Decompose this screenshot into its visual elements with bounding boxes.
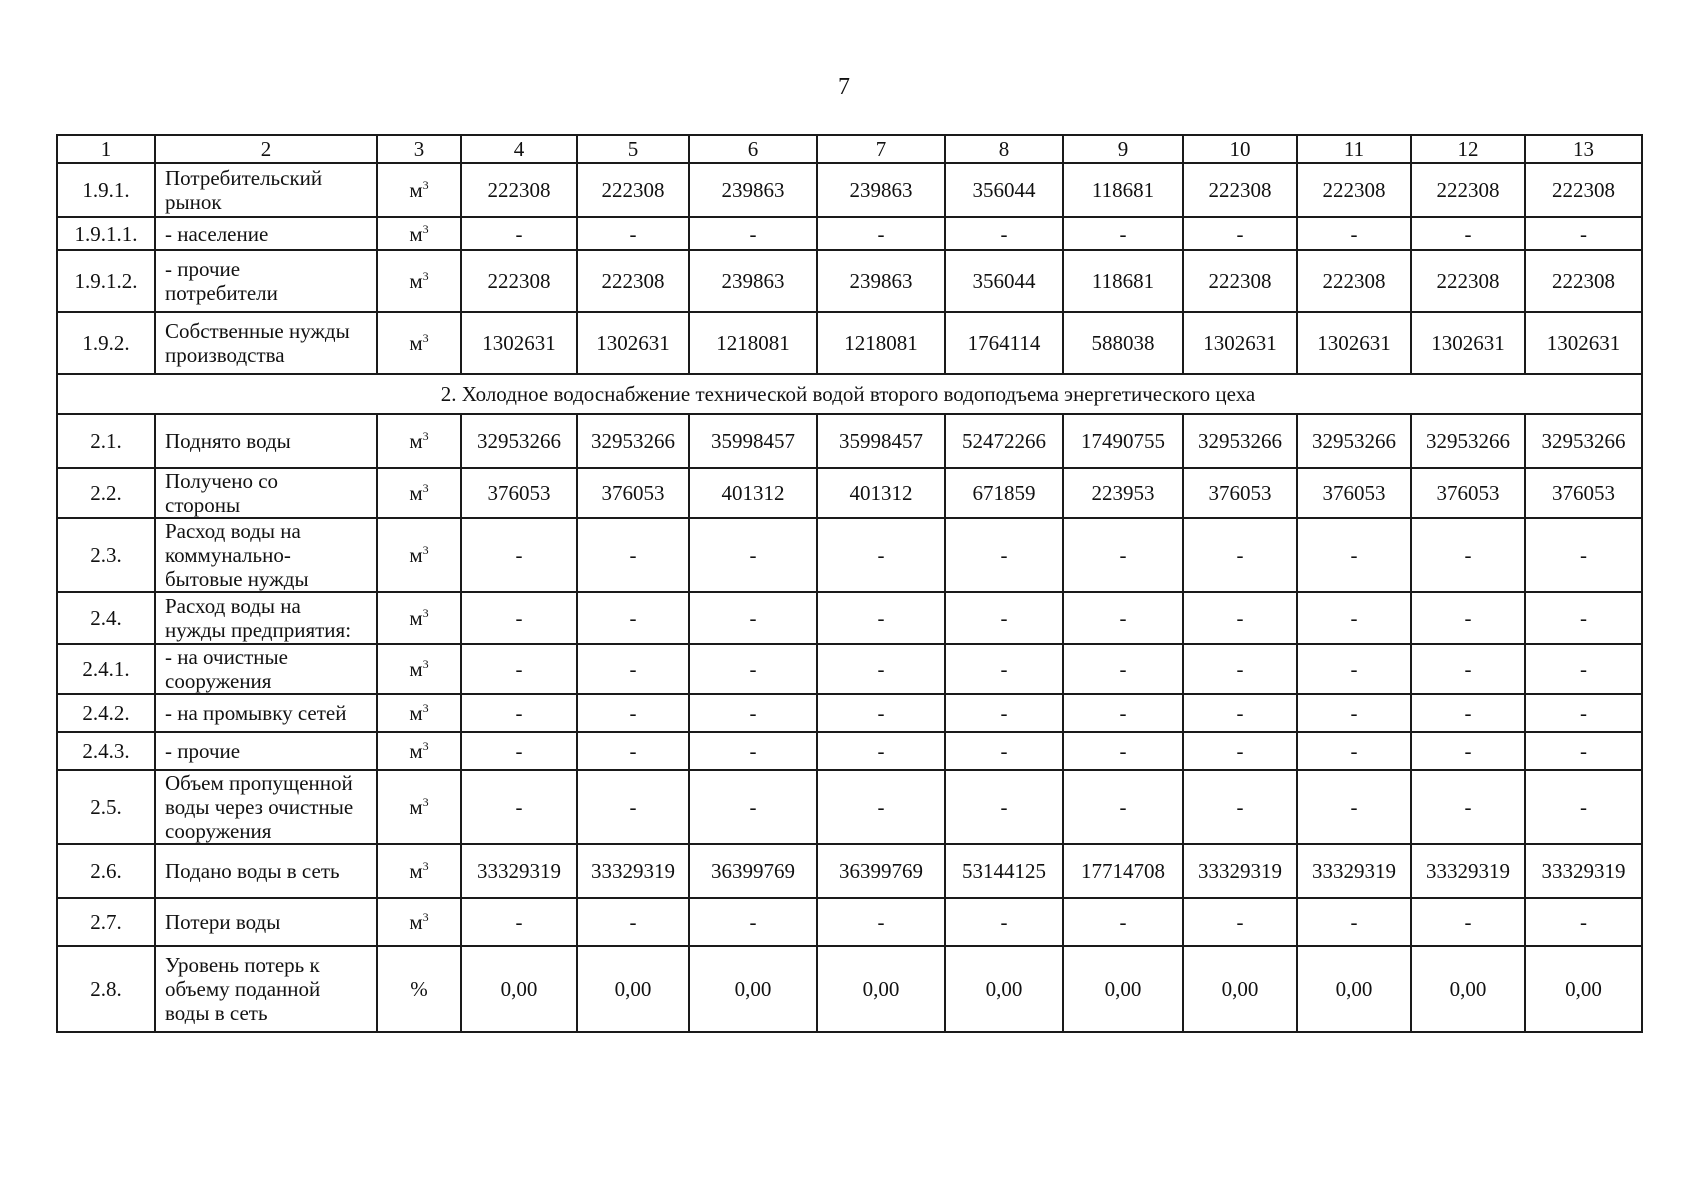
- value-cell: -: [1183, 770, 1297, 844]
- row-name-line: рынок: [165, 190, 222, 214]
- table-row: [57, 518, 1642, 592]
- column-number: 13: [1525, 135, 1642, 163]
- value-cell: 0,00: [1525, 946, 1642, 1032]
- value-cell: -: [577, 644, 689, 694]
- row-number: 2.4.2.: [57, 694, 155, 732]
- row-name-line: Расход воды на: [165, 594, 301, 618]
- row-number: 2.5.: [57, 770, 155, 844]
- unit-cell: [377, 770, 461, 844]
- value-cell: -: [577, 898, 689, 946]
- table-row: [57, 250, 1642, 312]
- row-name: [155, 592, 377, 644]
- table-row: [57, 946, 1642, 1032]
- unit-cell: [377, 844, 461, 898]
- unit: м: [409, 859, 423, 883]
- column-number: 9: [1063, 135, 1183, 163]
- unit-cell: [377, 518, 461, 592]
- unit: м: [409, 701, 423, 725]
- value-cell: 33329319: [1411, 844, 1525, 898]
- unit-cell: [377, 898, 461, 946]
- unit-cell: [377, 732, 461, 770]
- column-number: 12: [1411, 135, 1525, 163]
- table-row: [57, 312, 1642, 374]
- value-cell: 32953266: [1411, 414, 1525, 468]
- value-cell: -: [1183, 898, 1297, 946]
- value-cell: -: [1525, 518, 1642, 592]
- value-cell: 36399769: [817, 844, 945, 898]
- row-name-line: производства: [165, 343, 285, 367]
- row-name-line: объему поданной: [165, 977, 321, 1001]
- column-number: 8: [945, 135, 1063, 163]
- value-cell: 376053: [1183, 468, 1297, 518]
- value-cell: 376053: [1297, 468, 1411, 518]
- value-cell: 671859: [945, 468, 1063, 518]
- value-cell: 239863: [817, 250, 945, 312]
- value-cell: -: [945, 217, 1063, 250]
- row-name-line: Потери воды: [165, 910, 281, 934]
- row-number: 2.8.: [57, 946, 155, 1032]
- value-cell: -: [1063, 217, 1183, 250]
- unit-superscript: 3: [422, 178, 429, 192]
- row-name-line: коммунально-: [165, 543, 291, 567]
- table-row: [57, 844, 1642, 898]
- value-cell: -: [1063, 644, 1183, 694]
- value-cell: -: [577, 694, 689, 732]
- value-cell: -: [1297, 732, 1411, 770]
- value-cell: -: [1297, 898, 1411, 946]
- value-cell: 376053: [1525, 468, 1642, 518]
- value-cell: -: [1411, 770, 1525, 844]
- value-cell: -: [577, 518, 689, 592]
- value-cell: 0,00: [1297, 946, 1411, 1032]
- value-cell: 222308: [1297, 250, 1411, 312]
- value-cell: -: [689, 770, 817, 844]
- value-cell: -: [817, 592, 945, 644]
- unit-cell: [377, 592, 461, 644]
- value-cell: -: [461, 898, 577, 946]
- value-cell: 33329319: [577, 844, 689, 898]
- value-cell: 35998457: [817, 414, 945, 468]
- unit-cell: [377, 217, 461, 250]
- value-cell: 17714708: [1063, 844, 1183, 898]
- row-name: [155, 644, 377, 694]
- value-cell: 222308: [461, 250, 577, 312]
- table-row: [57, 732, 1642, 770]
- section-header-row: [57, 374, 1642, 414]
- row-name-line: Получено со: [165, 469, 279, 493]
- unit: м: [409, 178, 423, 202]
- value-cell: -: [1063, 518, 1183, 592]
- value-cell: 0,00: [461, 946, 577, 1032]
- value-cell: -: [461, 518, 577, 592]
- unit: м: [409, 429, 423, 453]
- value-cell: -: [1525, 770, 1642, 844]
- row-number: 2.7.: [57, 898, 155, 946]
- value-cell: 356044: [945, 250, 1063, 312]
- value-cell: -: [1411, 694, 1525, 732]
- value-cell: 401312: [689, 468, 817, 518]
- value-cell: 1764114: [945, 312, 1063, 374]
- value-cell: 222308: [461, 163, 577, 217]
- unit-superscript: 3: [422, 331, 429, 345]
- row-number: 2.3.: [57, 518, 155, 592]
- column-number: 10: [1183, 135, 1297, 163]
- row-name: [155, 946, 377, 1032]
- value-cell: -: [461, 217, 577, 250]
- table-row: [57, 163, 1642, 217]
- value-cell: -: [945, 732, 1063, 770]
- row-name: [155, 217, 377, 250]
- table-body: [57, 135, 1642, 1032]
- row-name: [155, 770, 377, 844]
- value-cell: -: [577, 592, 689, 644]
- column-number: 3: [377, 135, 461, 163]
- unit-superscript: 3: [422, 657, 429, 671]
- unit-superscript: 3: [422, 481, 429, 495]
- unit-superscript: 3: [422, 739, 429, 753]
- value-cell: -: [577, 770, 689, 844]
- value-cell: -: [817, 898, 945, 946]
- value-cell: 1302631: [1525, 312, 1642, 374]
- row-name-line: - прочие: [165, 739, 241, 763]
- value-cell: -: [1297, 644, 1411, 694]
- row-name-line: воды в сеть: [165, 1001, 268, 1025]
- value-cell: 0,00: [1411, 946, 1525, 1032]
- value-cell: 33329319: [1525, 844, 1642, 898]
- value-cell: 376053: [1411, 468, 1525, 518]
- unit-superscript: 3: [422, 910, 429, 924]
- value-cell: 588038: [1063, 312, 1183, 374]
- row-number: 2.4.: [57, 592, 155, 644]
- row-name-line: - прочие: [165, 257, 241, 281]
- value-cell: 222308: [577, 163, 689, 217]
- value-cell: 0,00: [1063, 946, 1183, 1032]
- row-number: 2.2.: [57, 468, 155, 518]
- table-row: [57, 217, 1642, 250]
- row-name-line: Подано воды в сеть: [165, 859, 340, 883]
- row-name-line: Потребительский: [165, 166, 323, 190]
- value-cell: 32953266: [1183, 414, 1297, 468]
- row-name-line: - население: [165, 221, 269, 246]
- table-row: [57, 414, 1642, 468]
- unit: м: [409, 795, 423, 819]
- value-cell: 1218081: [689, 312, 817, 374]
- unit: м: [409, 657, 423, 681]
- value-cell: 33329319: [461, 844, 577, 898]
- unit-superscript: 3: [422, 606, 429, 620]
- column-number: 6: [689, 135, 817, 163]
- value-cell: -: [1297, 217, 1411, 250]
- row-name-line: Расход воды на: [165, 519, 301, 543]
- value-cell: -: [1063, 592, 1183, 644]
- value-cell: 0,00: [577, 946, 689, 1032]
- value-cell: 33329319: [1183, 844, 1297, 898]
- row-name-line: Поднято воды: [165, 429, 291, 453]
- unit-cell: [377, 163, 461, 217]
- unit-superscript: 3: [422, 429, 429, 443]
- value-cell: -: [689, 898, 817, 946]
- unit: м: [409, 910, 423, 934]
- value-cell: -: [1183, 217, 1297, 250]
- row-name-line: нужды предприятия:: [165, 618, 352, 642]
- value-cell: -: [461, 694, 577, 732]
- value-cell: 222308: [1183, 163, 1297, 217]
- unit: м: [409, 739, 423, 763]
- value-cell: -: [817, 732, 945, 770]
- value-cell: 222308: [1183, 250, 1297, 312]
- value-cell: -: [689, 644, 817, 694]
- value-cell: -: [689, 518, 817, 592]
- unit-superscript: 3: [422, 795, 429, 809]
- value-cell: -: [689, 694, 817, 732]
- value-cell: -: [1525, 898, 1642, 946]
- value-cell: -: [1297, 694, 1411, 732]
- row-name: [155, 518, 377, 592]
- value-cell: 222308: [1411, 163, 1525, 217]
- row-name-line: Уровень потерь к: [165, 953, 320, 977]
- value-cell: 36399769: [689, 844, 817, 898]
- unit-superscript: 3: [422, 543, 429, 557]
- value-cell: 356044: [945, 163, 1063, 217]
- value-cell: 32953266: [461, 414, 577, 468]
- unit-superscript: 3: [422, 269, 429, 283]
- value-cell: -: [689, 592, 817, 644]
- row-name-line: - на очистные: [165, 645, 288, 669]
- value-cell: -: [1063, 732, 1183, 770]
- value-cell: -: [1063, 694, 1183, 732]
- value-cell: 222308: [1525, 250, 1642, 312]
- value-cell: -: [1411, 644, 1525, 694]
- row-name: [155, 468, 377, 518]
- value-cell: 52472266: [945, 414, 1063, 468]
- value-cell: 32953266: [1525, 414, 1642, 468]
- value-cell: 222308: [1525, 163, 1642, 217]
- value-cell: 0,00: [1183, 946, 1297, 1032]
- value-cell: 53144125: [945, 844, 1063, 898]
- value-cell: -: [461, 644, 577, 694]
- table-row: [57, 468, 1642, 518]
- value-cell: 376053: [577, 468, 689, 518]
- column-number: 2: [155, 135, 377, 163]
- value-cell: -: [577, 732, 689, 770]
- table-row: [57, 770, 1642, 844]
- value-cell: 401312: [817, 468, 945, 518]
- row-number: 2.6.: [57, 844, 155, 898]
- unit: м: [409, 221, 423, 246]
- value-cell: 33329319: [1297, 844, 1411, 898]
- row-number: 1.9.1.1.: [57, 217, 155, 250]
- value-cell: -: [945, 898, 1063, 946]
- row-name: [155, 414, 377, 468]
- value-cell: 223953: [1063, 468, 1183, 518]
- value-cell: 1302631: [1297, 312, 1411, 374]
- row-number: 1.9.1.2.: [57, 250, 155, 312]
- unit-cell: [377, 312, 461, 374]
- value-cell: -: [817, 217, 945, 250]
- value-cell: 118681: [1063, 163, 1183, 217]
- table-row: [57, 644, 1642, 694]
- value-cell: -: [817, 518, 945, 592]
- table-row: [57, 592, 1642, 644]
- unit-cell: [377, 468, 461, 518]
- value-cell: -: [1183, 694, 1297, 732]
- value-cell: -: [945, 770, 1063, 844]
- value-cell: 0,00: [817, 946, 945, 1032]
- value-cell: -: [945, 518, 1063, 592]
- unit-cell: [377, 250, 461, 312]
- value-cell: 1218081: [817, 312, 945, 374]
- column-number: 11: [1297, 135, 1411, 163]
- row-name: [155, 250, 377, 312]
- row-name-line: - на промывку сетей: [165, 701, 347, 725]
- unit-superscript: 3: [422, 859, 429, 873]
- table-row: [57, 694, 1642, 732]
- value-cell: -: [689, 217, 817, 250]
- value-cell: 239863: [689, 250, 817, 312]
- unit-cell: [377, 694, 461, 732]
- unit-cell: [377, 644, 461, 694]
- value-cell: -: [1297, 518, 1411, 592]
- value-cell: -: [1525, 732, 1642, 770]
- row-number: 2.1.: [57, 414, 155, 468]
- value-cell: -: [1297, 592, 1411, 644]
- row-number: 1.9.1.: [57, 163, 155, 217]
- value-cell: 376053: [461, 468, 577, 518]
- value-cell: -: [817, 644, 945, 694]
- value-cell: -: [1063, 770, 1183, 844]
- value-cell: -: [1411, 518, 1525, 592]
- value-cell: 118681: [1063, 250, 1183, 312]
- value-cell: 32953266: [577, 414, 689, 468]
- value-cell: -: [817, 770, 945, 844]
- row-name-line: бытовые нужды: [165, 567, 309, 591]
- row-name: [155, 898, 377, 946]
- column-number-row: [57, 135, 1642, 163]
- value-cell: 1302631: [1411, 312, 1525, 374]
- row-name: [155, 844, 377, 898]
- value-cell: -: [945, 644, 1063, 694]
- value-cell: -: [1297, 770, 1411, 844]
- value-cell: -: [1525, 592, 1642, 644]
- value-cell: 1302631: [577, 312, 689, 374]
- row-name-line: сооружения: [165, 819, 272, 843]
- value-cell: 35998457: [689, 414, 817, 468]
- unit-cell: [377, 414, 461, 468]
- value-cell: -: [461, 770, 577, 844]
- row-name: [155, 732, 377, 770]
- value-cell: 17490755: [1063, 414, 1183, 468]
- row-name: [155, 694, 377, 732]
- value-cell: 0,00: [945, 946, 1063, 1032]
- value-cell: -: [1525, 694, 1642, 732]
- unit: м: [409, 543, 423, 567]
- value-cell: -: [817, 694, 945, 732]
- row-name-line: воды через очистные: [165, 795, 354, 819]
- value-cell: -: [577, 217, 689, 250]
- unit-superscript: 3: [422, 701, 429, 715]
- value-cell: 222308: [1297, 163, 1411, 217]
- unit: м: [409, 606, 423, 630]
- page-number: 7: [838, 74, 850, 100]
- value-cell: 239863: [817, 163, 945, 217]
- value-cell: -: [945, 592, 1063, 644]
- value-cell: -: [1183, 592, 1297, 644]
- row-number: 2.4.1.: [57, 644, 155, 694]
- row-number: 2.4.3.: [57, 732, 155, 770]
- table-row: [57, 898, 1642, 946]
- value-cell: 239863: [689, 163, 817, 217]
- row-name-line: сооружения: [165, 669, 272, 693]
- value-cell: 1302631: [461, 312, 577, 374]
- row-name-line: потребители: [165, 281, 278, 305]
- row-name: [155, 312, 377, 374]
- data-table: [56, 134, 1643, 1033]
- value-cell: 32953266: [1297, 414, 1411, 468]
- row-name-line: Собственные нужды: [165, 319, 350, 343]
- value-cell: -: [1525, 644, 1642, 694]
- row-name-line: Объем пропущенной: [165, 771, 353, 795]
- value-cell: -: [1183, 518, 1297, 592]
- value-cell: -: [461, 592, 577, 644]
- column-number: 7: [817, 135, 945, 163]
- value-cell: -: [1411, 732, 1525, 770]
- unit-cell: [377, 946, 461, 1032]
- row-name-line: стороны: [165, 493, 241, 517]
- value-cell: -: [1411, 217, 1525, 250]
- value-cell: -: [1525, 217, 1642, 250]
- value-cell: -: [1183, 644, 1297, 694]
- column-number: 1: [57, 135, 155, 163]
- value-cell: -: [1411, 898, 1525, 946]
- value-cell: -: [461, 732, 577, 770]
- unit: м: [409, 269, 423, 293]
- unit: м: [409, 331, 423, 355]
- row-number: 1.9.2.: [57, 312, 155, 374]
- value-cell: -: [1063, 898, 1183, 946]
- value-cell: 222308: [1411, 250, 1525, 312]
- unit-superscript: 3: [422, 221, 429, 236]
- unit: %: [410, 977, 428, 1001]
- value-cell: -: [1183, 732, 1297, 770]
- value-cell: 222308: [577, 250, 689, 312]
- column-number: 5: [577, 135, 689, 163]
- value-cell: 0,00: [689, 946, 817, 1032]
- value-cell: -: [945, 694, 1063, 732]
- value-cell: 1302631: [1183, 312, 1297, 374]
- column-number: 4: [461, 135, 577, 163]
- value-cell: -: [689, 732, 817, 770]
- unit: м: [409, 481, 423, 505]
- value-cell: -: [1411, 592, 1525, 644]
- row-name: [155, 163, 377, 217]
- section-title: 2. Холодное водоснабжение технической водой второго водоподъема энергетического цеха: [57, 374, 1642, 414]
